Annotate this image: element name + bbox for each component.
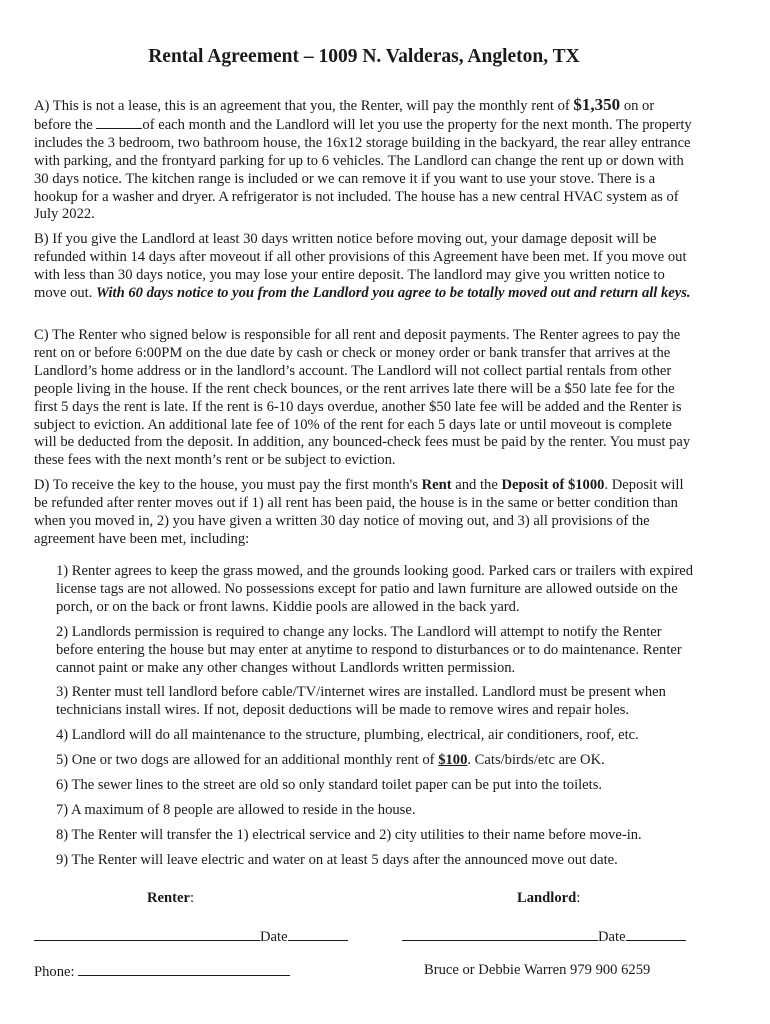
section-d-paragraph: [34, 477, 694, 549]
section-a-intro: A) This is not a lease, this is an agreement that you, the Renter, will pay the monthly rent of: [34, 98, 570, 114]
provision-item-2: 2) Landlords permission is required to change any locks. The Landlord will attempt to notify the Renter before entering the house but may enter at anytime to respond to disturbances or to do maintenance. Renter cannot paint or make any other changes without Landlords written permission.: [56, 623, 682, 676]
renter-phone-blank[interactable]: [78, 962, 290, 976]
provision-item-7: 7) A maximum of 8 people are allowed to reside in the house.: [56, 801, 416, 818]
provision-item-8: 8) The Renter will transfer the 1) electrical service and 2) city utilities to their name before move-in.: [56, 826, 642, 843]
provision-item-9: 9) The Renter will leave electric and water on at least 5 days after the announced move out date.: [56, 851, 618, 868]
phone-label: Phone:: [34, 964, 75, 980]
provision-item-4: 4) Landlord will do all maintenance to the structure, plumbing, electrical, air conditioners, roof, etc.: [56, 727, 639, 744]
due-day-blank: [96, 116, 142, 129]
landlord-signature-blank[interactable]: [402, 927, 598, 941]
provision-item-5: [56, 752, 696, 770]
renter-date-blank[interactable]: [288, 927, 348, 941]
landlord-contact: Bruce or Debbie Warren 979 900 6259: [424, 962, 651, 978]
provision-item-6: 6) The sewer lines to the street are old so only standard toilet paper can be put into the toilets.: [56, 777, 603, 794]
dog-rent-amount: $100: [438, 752, 468, 769]
section-c-text: C) The Renter who signed below is responsible for all rent and deposit payments. The Renter agrees to pay the rent on or before 6:00PM on the due date by cash or check or money order or bank transfer that arrives at the Landlord’s home address or in the landlord’s account. The Landlord will not collect partial rentals from other people living in the house. If the rent check bounces, or the rent arrives late there will be a $50 late fee for the first 5 days the rent is late. If the rent is 6-10 days overdue, another $50 late fee will be added and the Renter is subject to eviction. An additional late fee of 10% of the rent for each 5 days late or until moveout is complete will be deducted from the deposit. In addition, any bounced-check fees must be paid by the renter. You must pay these fees with the next month’s rent or be subject to eviction.: [34, 327, 691, 469]
section-d-part1: D) To receive the key to the house, you must pay the first month's: [34, 477, 418, 493]
section-b-emphasis: With 60 days notice to you from the Landlord you agree to be totally moved out and return all keys.: [96, 284, 691, 301]
provision-item-1: 1) Renter agrees to keep the grass mowed, and the grounds looking good. Parked cars or trailers with expired license tags are not allowed. No possessions except for patio and lawn furniture are allowed outside on the porch, or on the back or front lawns. Kiddie pools are allowed in the back yard.: [56, 563, 694, 615]
landlord-signature-line[interactable]: [402, 927, 686, 946]
provision-5-after: . Cats/birds/etc are OK.: [467, 752, 605, 769]
renter-signature-blank[interactable]: [34, 927, 260, 941]
section-a-paragraph: [34, 96, 694, 224]
section-d-deposit: Deposit of $1000: [501, 477, 605, 493]
renter-phone-line[interactable]: [34, 962, 290, 981]
renter-label: Renter:: [147, 890, 195, 906]
section-d-part2: . Deposit will be refunded after renter moves out if 1) all rent has been paid, the house is in the same or better condition than when you moved in, 2) you have given a written 30 day notice of moving out, and 3) all provisions of the agreement have been met, including:: [34, 477, 684, 547]
section-d-and-the: and the: [455, 477, 498, 493]
provision-item-3: 3) Renter must tell landlord before cable/TV/internet wires are installed. Landlord must be present when technicians install wires. If not, deposit deductions will be made to remove wires and repair holes.: [56, 684, 666, 719]
renter-date-label: Date: [260, 929, 288, 945]
landlord-date-blank[interactable]: [626, 927, 686, 941]
section-b-paragraph: [34, 231, 694, 303]
page-title: Rental Agreement – 1009 N. Valderas, Angleton, TX: [148, 46, 580, 67]
section-a-rest: of each month and the Landlord will let you use the property for the next month. The property includes the 3 bedroom, two bathroom house, the 16x12 storage building in the backyard, the rear alley entrance with parking, and the frontyard parking for up to 6 vehicles. The Landlord can change the rent up or down with 30 days notice. The kitchen range is included or we can remove it if you want to use your stove. There is a hookup for a washer and dryer. A refrigerator is not included. The house has a new central HVAC system as of July 2022.: [34, 116, 692, 223]
section-b-text: B) If you give the Landlord at least 30 days written notice before moving out, your damage deposit will be refunded within 14 days after moveout if all other provisions of this Agreement have been met. If you move out with less than 30 days notice, you may lose your entire deposit. The landlord may give you written notice to move out.: [34, 231, 687, 301]
landlord-date-label: Date: [598, 929, 626, 945]
provision-5-before: 5) One or two dogs are allowed for an additional monthly rent of: [56, 752, 435, 769]
section-a-on-or: on or before the: [34, 98, 655, 133]
landlord-label: Landlord:: [517, 890, 581, 906]
monthly-rent-amount: $1,350: [573, 95, 621, 114]
renter-signature-line[interactable]: [34, 927, 348, 946]
section-c-paragraph: [34, 327, 694, 470]
section-d-rent-word: Rent: [421, 477, 452, 493]
provisions-list: [56, 563, 696, 877]
